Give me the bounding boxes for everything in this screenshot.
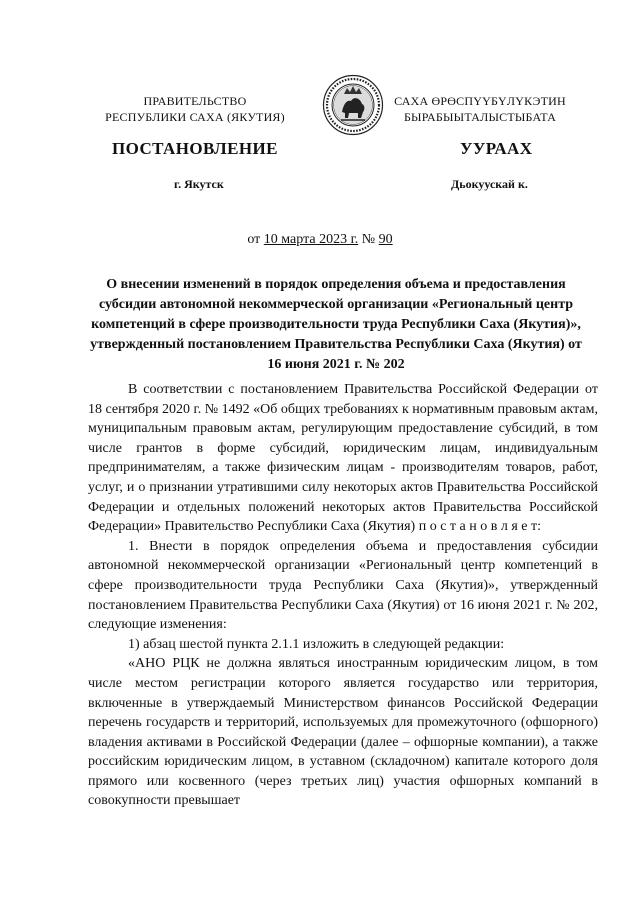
header-right [376, 93, 584, 125]
decree-heading: О внесении изменений в порядок определения объема и предоставления субсидии автономной некоммерческой организации «Региональный центр компетенций в сфере производительности труда Республики Саха (Якутия)», утвержденный постановлением Правительства Республики Саха (Якутия) от 16 июня 2021 г. № 202 [90, 277, 582, 372]
coat-of-arms-emblem [322, 74, 384, 136]
decree-date-line [0, 232, 640, 248]
city-ru: г. Якутск [174, 177, 224, 191]
number-label: № [358, 232, 379, 247]
header-left-line2: РЕСПУБЛИКИ САХА (ЯКУТИЯ) [105, 110, 285, 124]
doc-type-title-sakha: УУРААХ [460, 139, 533, 158]
body-paragraph: В соответствии с постановлением Правительства Российской Федерации от 18 сентября 2020 г. № 1492 «Об общих требованиях к нормативным правовым актам, муниципальным правовым актам, регулирующим предоставление субсидий, в том числе грантов в форме субсидий, юридическим лицам, индивидуальным предпринимателям, а также физическим лицам - производителям товаров, работ, услуг, и о признании утратившими силу некоторых актов Правительства Российской Федерации и отдельных положений некоторых актов Правительства Российской Федерации» Правительство Республики Саха (Якутия) п о с т а н о в л я е т: [88, 382, 598, 535]
city-sakha: Дьокуускай к. [451, 177, 528, 191]
header-right-line2: БЫРАБЫЫТАЛЫСТЫБАТА [403, 110, 557, 124]
header-left-line1: ПРАВИТЕЛЬСТВО [143, 94, 247, 108]
decree-date: 10 марта 2023 г. [263, 232, 359, 247]
body-paragraph: 1) абзац шестой пункта 2.1.1 изложить в следующей редакции: [128, 636, 505, 652]
header-right-line1: САХА ӨРӨСПҮҮБҮЛҮКЭТИН [394, 94, 566, 108]
date-prefix: от [247, 232, 264, 247]
body-paragraph: «АНО РЦК не должна являться иностранным юридическим лицом, в том числе местом регистрации которого является государство или территория, включенные в утверждаемый Министерством финансов Российской Федерации перечень государств и территорий, используемых для промежуточного (офшорного) владения активами в Российской Федерации (далее – офшорные компании), а также российским юридическим лицом, в уставном (складочном) капитале которого доля прямого или косвенного (через третьих лиц) участия офшорных компаний в совокупности превышает [88, 656, 598, 809]
header-left [92, 93, 298, 125]
doc-type-title-ru: ПОСТАНОВЛЕНИЕ [112, 139, 278, 158]
decree-number: 90 [378, 232, 393, 247]
body-paragraph: 1. Внести в порядок определения объема и предоставления субсидии автономной некоммерческой организации «Региональный центр компетенций в сфере производительности труда Республики Саха (Якутия)», утвержденный постановлением Правительства Республики Саха (Якутия) от 16 июня 2021 г. № 202, следующие изменения: [88, 538, 598, 633]
decree-body [88, 380, 598, 811]
